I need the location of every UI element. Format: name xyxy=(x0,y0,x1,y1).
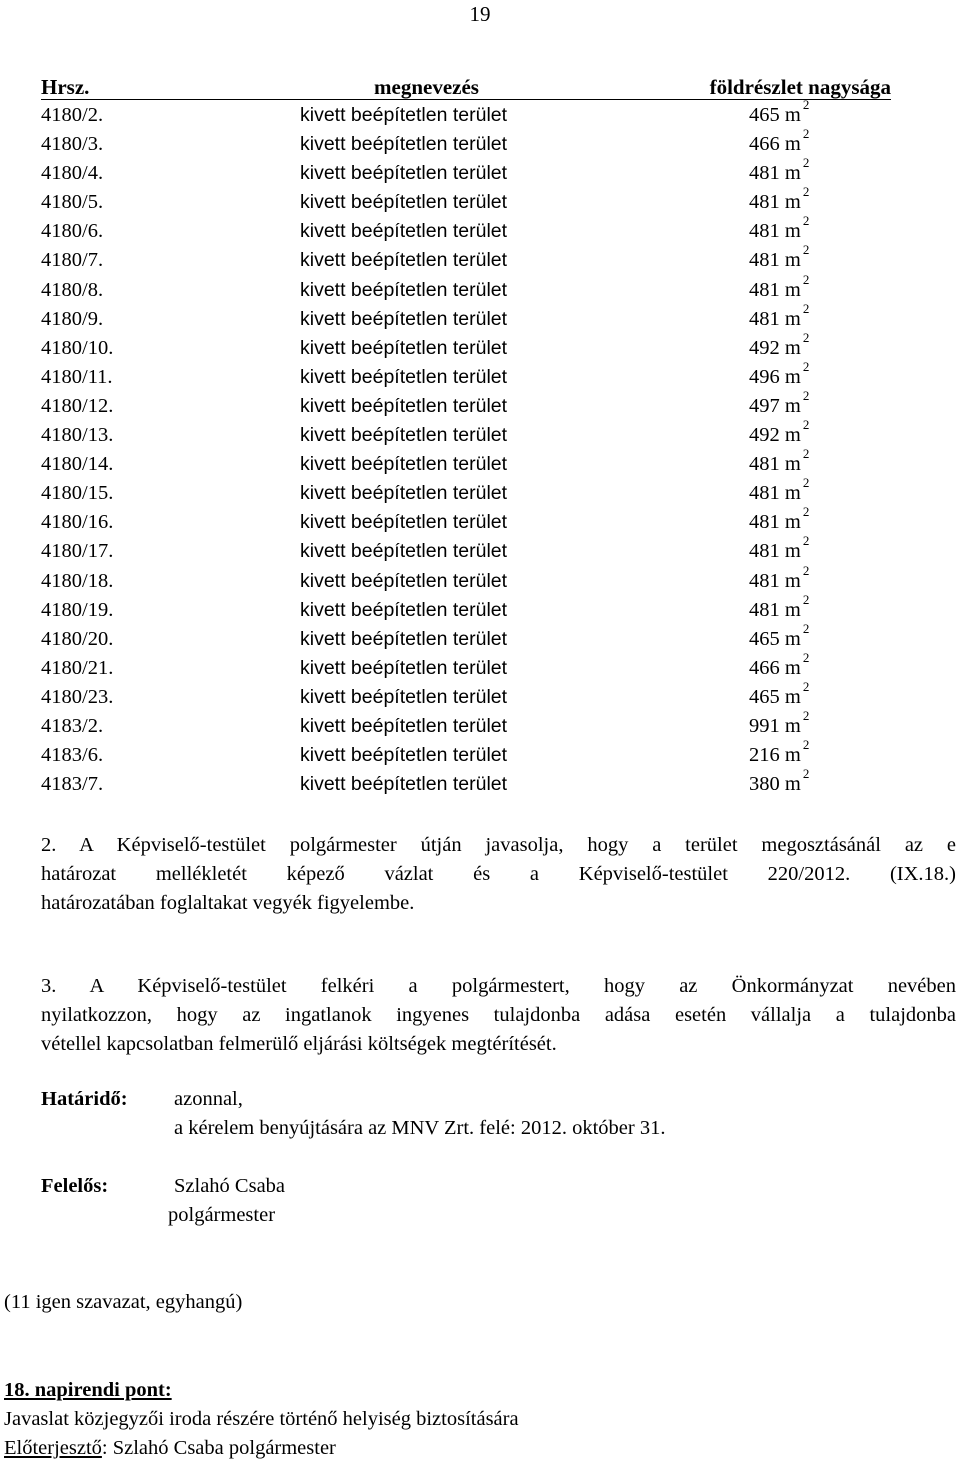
parcel-hrsz: 4180/18. xyxy=(41,569,114,592)
parcel-area xyxy=(749,126,810,159)
parcel-area xyxy=(749,358,810,392)
deadline-label: Határidő: xyxy=(41,1088,128,1110)
parcel-area-value: 481 xyxy=(749,220,780,243)
area-exponent: 2 xyxy=(802,271,810,287)
parcel-area xyxy=(749,184,810,217)
parcel-name: kivett beépítetlen terület xyxy=(300,773,508,796)
presenter-name: : Szlahó Csaba polgármester xyxy=(101,1437,336,1459)
area-exponent: 2 xyxy=(802,126,810,142)
parcel-name: kivett beépítetlen terület xyxy=(300,540,508,563)
table-row xyxy=(41,300,891,334)
table-row xyxy=(41,591,891,625)
parcel-hrsz: 4180/3. xyxy=(41,133,104,156)
area-exponent: 2 xyxy=(802,504,810,520)
paragraph-3-line: vétellel kapcsolatban felmerülő eljárási költségek megtérítését. xyxy=(41,1033,557,1055)
parcel-hrsz: 4180/9. xyxy=(41,307,104,330)
table-row xyxy=(41,97,891,130)
area-unit: m xyxy=(784,685,801,708)
paragraph-2-line: határozat mellékletét képező vázlat és a Képviselő-testület 220/2012. (IX.18.) xyxy=(41,863,956,885)
paragraph-2-line: határozatában foglaltakat vegyék figyelembe. xyxy=(41,892,415,914)
parcel-area xyxy=(749,678,810,712)
parcel-name: kivett beépítetlen terület xyxy=(300,744,508,767)
parcel-hrsz: 4180/4. xyxy=(41,162,104,185)
parcel-area-value: 466 xyxy=(749,133,780,156)
area-unit: m xyxy=(784,278,801,301)
table-row xyxy=(41,649,891,683)
paragraph-2-line: 2. A Képviselő-testület polgármester útján javasolja, hogy a terület megosztásánál az e xyxy=(41,834,956,856)
parcel-area-value: 481 xyxy=(749,511,780,534)
parcel-name: kivett beépítetlen terület xyxy=(300,307,508,330)
parcel-name: kivett beépítetlen terület xyxy=(300,627,508,650)
parcel-name: kivett beépítetlen terület xyxy=(300,511,508,534)
parcel-area-value: 481 xyxy=(749,540,780,563)
agenda-heading: 18. napirendi pont: xyxy=(4,1379,172,1401)
parcel-area-value: 481 xyxy=(749,162,780,185)
area-unit: m xyxy=(784,104,801,126)
table-row xyxy=(41,126,891,159)
responsible-label: Felelős: xyxy=(41,1175,109,1197)
parcel-hrsz: 4180/10. xyxy=(41,336,114,359)
header-area: földrészlet nagysága xyxy=(709,75,891,99)
parcel-area-value: 481 xyxy=(749,191,780,214)
parcel-area-value: 481 xyxy=(749,249,780,272)
parcel-hrsz: 4180/16. xyxy=(41,511,114,534)
parcel-area-value: 466 xyxy=(749,656,780,679)
paragraph-3-line: 3. A Képviselő-testület felkéri a polgármestert, hogy az Önkormányzat nevében xyxy=(41,975,956,997)
parcel-area xyxy=(749,620,810,654)
area-exponent: 2 xyxy=(802,707,810,723)
parcel-area-value: 497 xyxy=(749,394,780,417)
parcel-area xyxy=(749,387,810,421)
parcel-name: kivett beépítetlen terület xyxy=(300,104,508,126)
parcel-area xyxy=(749,155,810,188)
parcel-hrsz: 4180/14. xyxy=(41,453,114,476)
area-exponent: 2 xyxy=(802,591,810,607)
area-unit: m xyxy=(784,365,801,388)
area-unit: m xyxy=(784,336,801,359)
page-number: 19 xyxy=(469,2,491,26)
table-row xyxy=(41,620,891,654)
area-exponent: 2 xyxy=(802,97,810,112)
area-unit: m xyxy=(784,307,801,330)
area-exponent: 2 xyxy=(802,649,810,665)
parcel-hrsz: 4180/13. xyxy=(41,424,114,447)
area-unit: m xyxy=(784,627,801,650)
parcel-area xyxy=(749,97,810,130)
parcel-hrsz: 4180/19. xyxy=(41,598,114,621)
parcel-hrsz: 4180/20. xyxy=(41,627,114,650)
table-row xyxy=(41,446,891,479)
parcel-name: kivett beépítetlen terület xyxy=(300,249,508,272)
parcel-area-value: 380 xyxy=(749,773,780,796)
area-unit: m xyxy=(784,220,801,243)
parcel-name: kivett beépítetlen terület xyxy=(300,424,508,447)
table-row xyxy=(41,358,891,392)
deadline-line-2: a kérelem benyújtására az MNV Zrt. felé: 2012. október 31. xyxy=(174,1117,666,1139)
area-unit: m xyxy=(784,249,801,272)
area-unit: m xyxy=(784,482,801,505)
parcel-name: kivett beépítetlen terület xyxy=(300,394,508,417)
parcel-area xyxy=(749,649,810,683)
parcel-area xyxy=(749,475,810,508)
area-exponent: 2 xyxy=(802,329,810,345)
area-exponent: 2 xyxy=(802,155,810,171)
parcel-area-value: 481 xyxy=(749,598,780,621)
table-row xyxy=(41,707,891,741)
table-row xyxy=(41,766,891,799)
parcel-hrsz: 4183/7. xyxy=(41,773,104,796)
table-row xyxy=(41,562,891,596)
table-row xyxy=(41,475,891,508)
area-unit: m xyxy=(784,453,801,476)
table-header xyxy=(41,75,891,100)
area-unit: m xyxy=(784,744,801,767)
area-exponent: 2 xyxy=(802,446,810,462)
parcel-hrsz: 4180/17. xyxy=(41,540,114,563)
area-exponent: 2 xyxy=(802,358,810,374)
parcel-area xyxy=(749,242,810,275)
parcel-area xyxy=(749,737,810,770)
parcel-hrsz: 4180/8. xyxy=(41,278,104,301)
area-exponent: 2 xyxy=(802,417,810,433)
parcel-area-value: 496 xyxy=(749,365,780,388)
parcel-hrsz: 4180/15. xyxy=(41,482,114,505)
parcel-hrsz: 4180/6. xyxy=(41,220,104,243)
parcel-area xyxy=(749,707,810,741)
table-row xyxy=(41,184,891,217)
table-row xyxy=(41,737,891,770)
area-exponent: 2 xyxy=(802,620,810,636)
parcel-name: kivett beépítetlen terület xyxy=(300,656,508,679)
parcel-area xyxy=(749,591,810,625)
area-unit: m xyxy=(784,773,801,796)
agenda-subject: Javaslat közjegyzői iroda részére történő helyiség biztosítására xyxy=(4,1408,519,1430)
area-unit: m xyxy=(784,394,801,417)
parcel-hrsz: 4180/23. xyxy=(41,685,114,708)
parcel-area-value: 481 xyxy=(749,453,780,476)
area-exponent: 2 xyxy=(802,300,810,316)
presenter-label: Előterjesztő xyxy=(4,1437,102,1459)
header-hrsz: Hrsz. xyxy=(41,75,90,99)
parcel-hrsz: 4180/5. xyxy=(41,191,104,214)
parcel-name: kivett beépítetlen terület xyxy=(300,685,508,708)
parcel-area xyxy=(749,329,810,363)
paragraph-3-line: nyilatkozzon, hogy az ingatlanok ingyenes tulajdonba adása esetén vállalja a tulajdonba xyxy=(41,1004,956,1026)
paragraph-3 xyxy=(41,972,956,1059)
table-row xyxy=(41,417,891,450)
parcel-area-value: 481 xyxy=(749,569,780,592)
header-name: megnevezés xyxy=(374,75,479,99)
table-row xyxy=(41,533,891,566)
parcel-name: kivett beépítetlen terület xyxy=(300,133,508,156)
area-unit: m xyxy=(784,656,801,679)
area-exponent: 2 xyxy=(802,242,810,258)
area-unit: m xyxy=(784,511,801,534)
parcel-name: kivett beépítetlen terület xyxy=(300,336,508,359)
area-unit: m xyxy=(784,569,801,592)
parcel-area-value: 991 xyxy=(749,714,780,737)
table-row xyxy=(41,155,891,188)
parcel-hrsz: 4183/6. xyxy=(41,744,104,767)
table-row xyxy=(41,271,891,305)
parcel-name: kivett beépítetlen terület xyxy=(300,162,508,185)
area-exponent: 2 xyxy=(802,766,810,782)
parcel-area xyxy=(749,766,810,799)
parcel-hrsz: 4180/7. xyxy=(41,249,104,272)
parcel-hrsz: 4180/12. xyxy=(41,394,114,417)
parcel-area-value: 481 xyxy=(749,307,780,330)
parcel-area xyxy=(749,533,810,566)
responsible-title: polgármester xyxy=(168,1204,276,1226)
paragraph-2 xyxy=(41,831,956,918)
parcel-area xyxy=(749,271,810,305)
area-exponent: 2 xyxy=(802,678,810,694)
parcel-name: kivett beépítetlen terület xyxy=(300,453,508,476)
parcel-area-value: 465 xyxy=(749,627,780,650)
parcel-name: kivett beépítetlen terület xyxy=(300,191,508,214)
area-exponent: 2 xyxy=(802,213,810,229)
area-unit: m xyxy=(784,540,801,563)
parcel-name: kivett beépítetlen terület xyxy=(300,365,508,388)
parcel-area-value: 481 xyxy=(749,278,780,301)
area-unit: m xyxy=(784,598,801,621)
area-unit: m xyxy=(784,133,801,156)
area-exponent: 2 xyxy=(802,475,810,491)
parcel-area-value: 492 xyxy=(749,424,780,447)
parcel-area xyxy=(749,562,810,596)
table-row xyxy=(41,387,891,421)
parcel-area xyxy=(749,504,810,537)
parcel-area xyxy=(749,300,810,334)
agenda-presenter xyxy=(4,1437,336,1460)
parcel-hrsz: 4180/21. xyxy=(41,656,114,679)
parcel-table xyxy=(41,97,891,799)
table-row xyxy=(41,504,891,537)
parcel-area-value: 481 xyxy=(749,482,780,505)
area-unit: m xyxy=(784,162,801,185)
parcel-name: kivett beépítetlen terület xyxy=(300,569,508,592)
table-row xyxy=(41,329,891,363)
table-row xyxy=(41,242,891,275)
parcel-area-value: 216 xyxy=(749,744,780,767)
parcel-area-value: 465 xyxy=(749,685,780,708)
table-row xyxy=(41,678,891,712)
area-exponent: 2 xyxy=(802,562,810,578)
parcel-name: kivett beépítetlen terület xyxy=(300,714,508,737)
parcel-hrsz: 4180/2. xyxy=(41,104,104,126)
area-exponent: 2 xyxy=(802,387,810,403)
parcel-name: kivett beépítetlen terület xyxy=(300,482,508,505)
area-exponent: 2 xyxy=(802,184,810,200)
area-unit: m xyxy=(784,191,801,214)
table-row xyxy=(41,213,891,246)
deadline-line-1: azonnal, xyxy=(174,1088,243,1110)
area-unit: m xyxy=(784,424,801,447)
area-exponent: 2 xyxy=(802,533,810,549)
parcel-name: kivett beépítetlen terület xyxy=(300,278,508,301)
parcel-hrsz: 4180/11. xyxy=(41,365,113,388)
area-exponent: 2 xyxy=(802,737,810,753)
parcel-area xyxy=(749,417,810,450)
area-unit: m xyxy=(784,714,801,737)
parcel-name: kivett beépítetlen terület xyxy=(300,598,508,621)
parcel-area-value: 465 xyxy=(749,104,780,126)
parcel-name: kivett beépítetlen terület xyxy=(300,220,508,243)
parcel-area xyxy=(749,446,810,479)
responsible-name: Szlahó Csaba xyxy=(174,1175,286,1197)
parcel-area-value: 492 xyxy=(749,336,780,359)
parcel-hrsz: 4183/2. xyxy=(41,714,104,737)
parcel-area xyxy=(749,213,810,246)
vote-result: (11 igen szavazat, egyhangú) xyxy=(4,1291,243,1313)
